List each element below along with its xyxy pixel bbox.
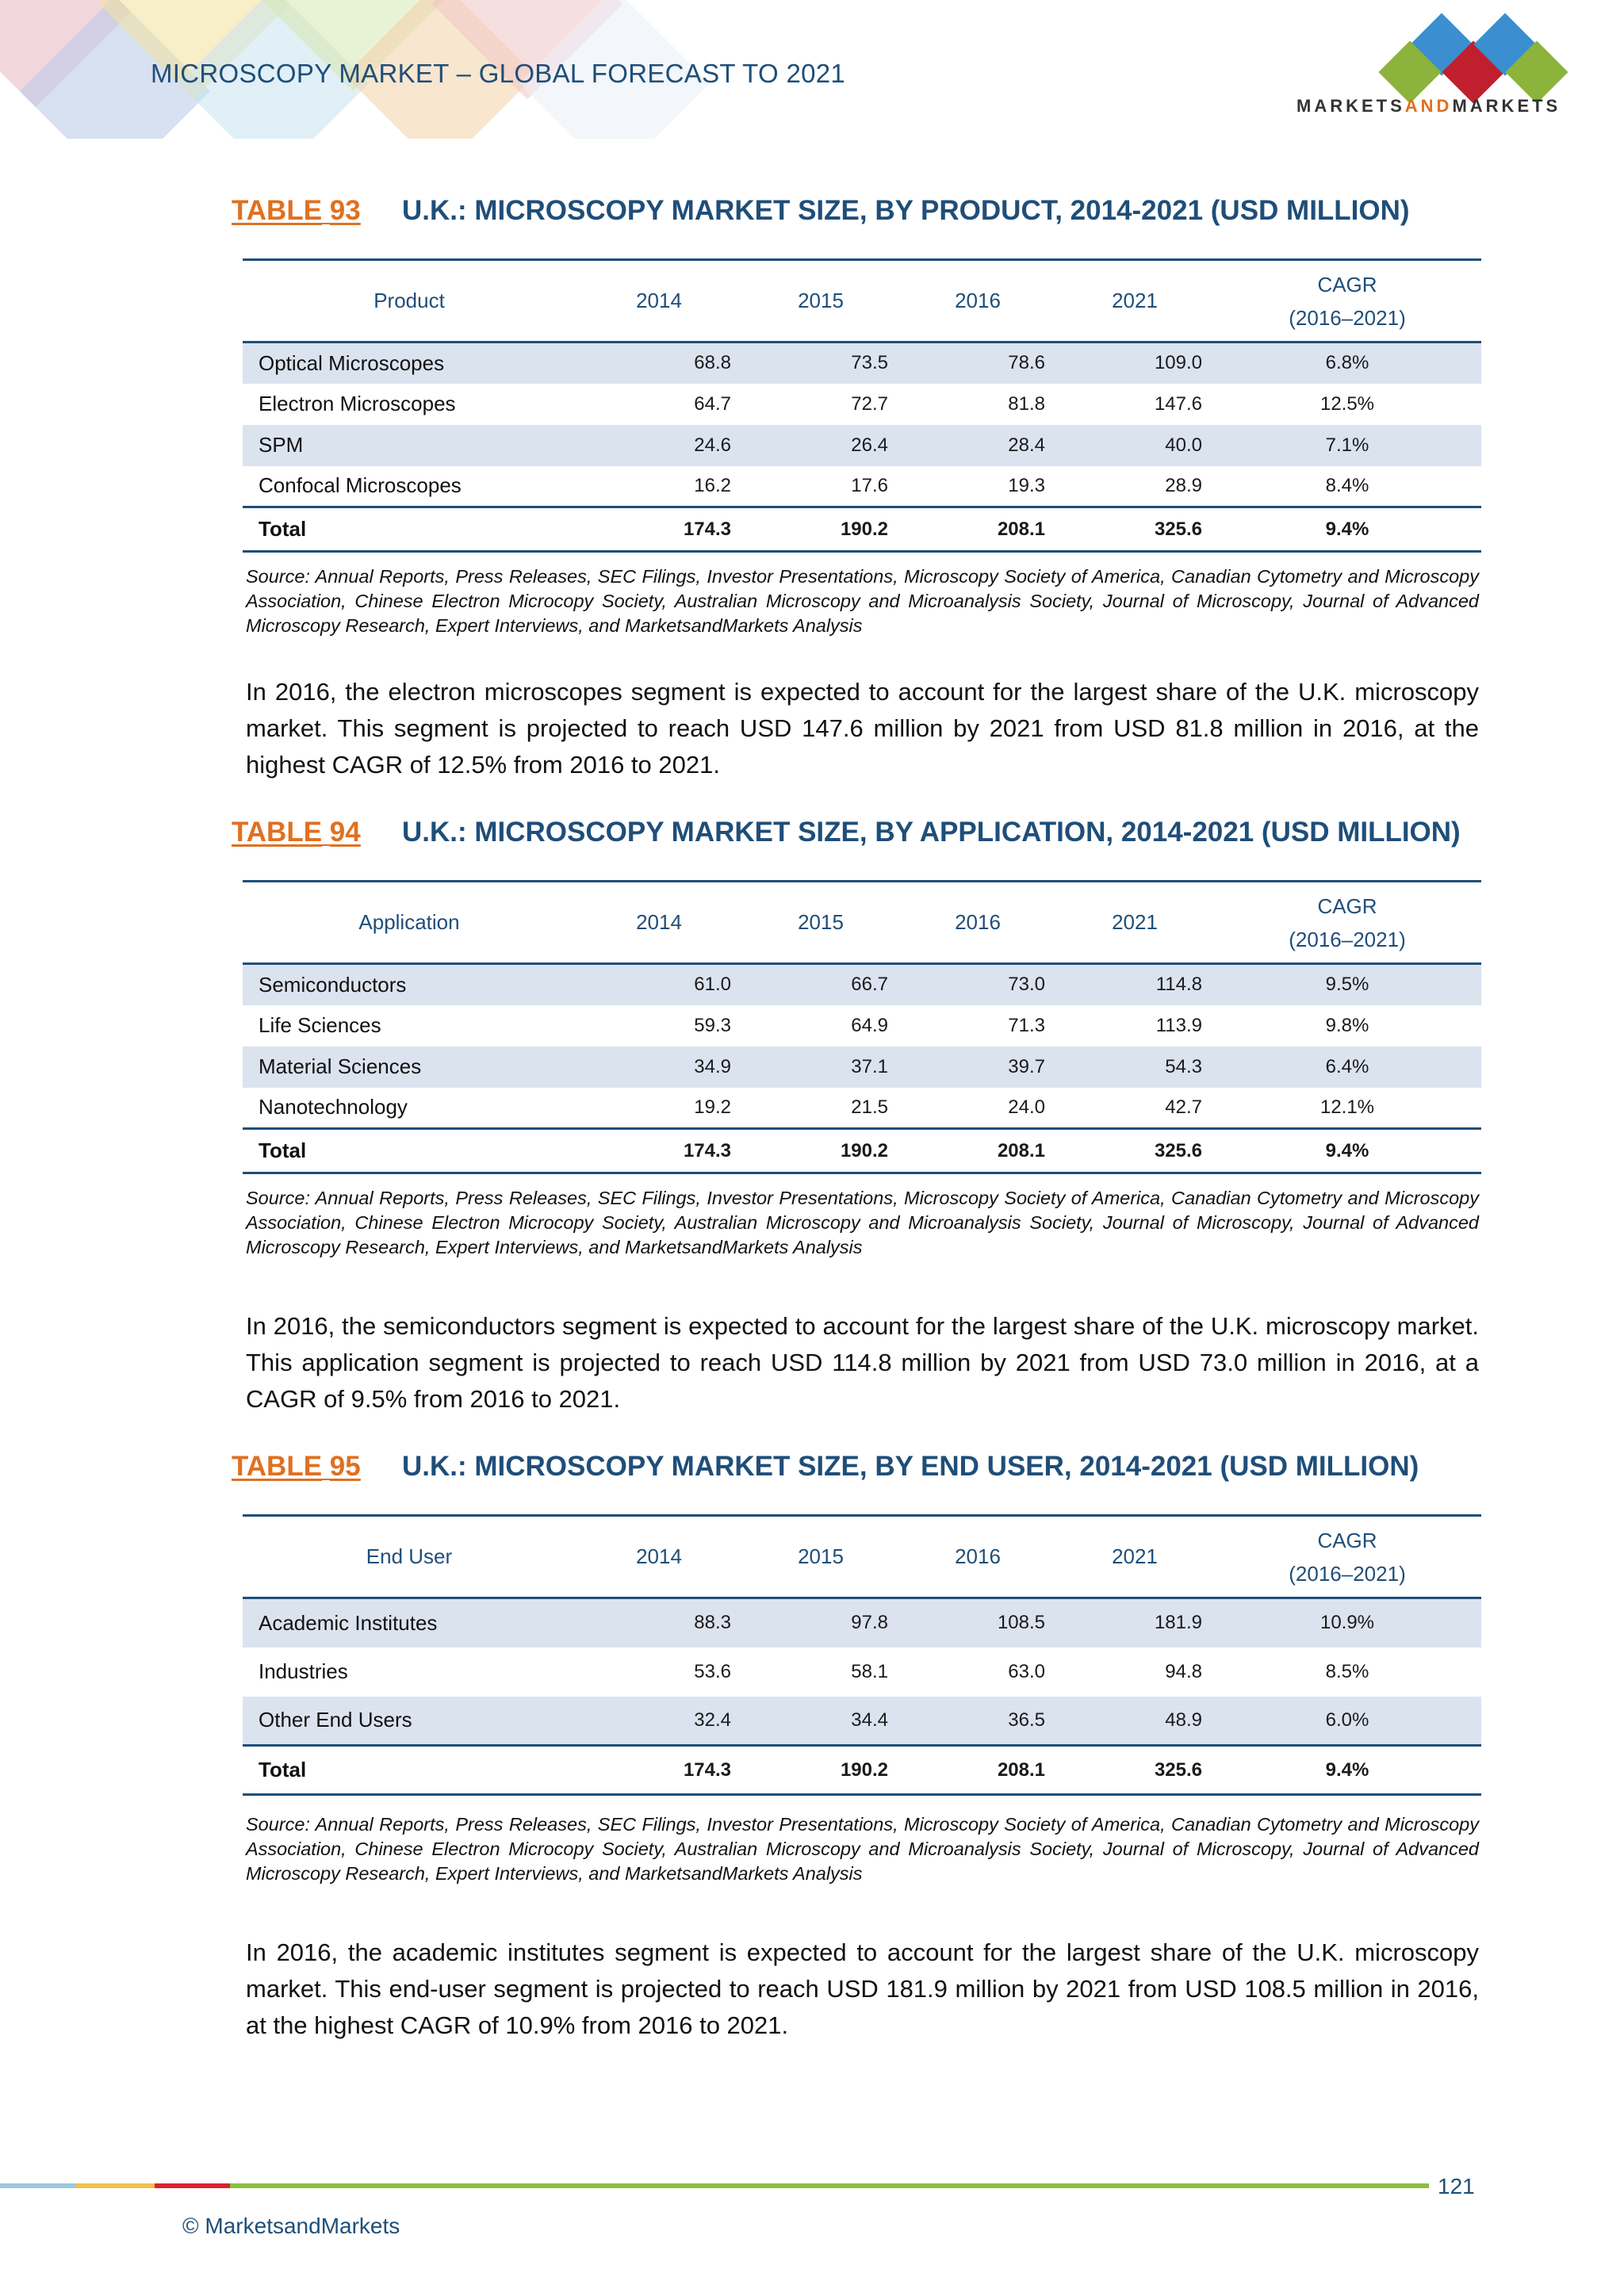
column-header-cagr: CAGR (2016–2021) — [1213, 1516, 1481, 1598]
footer-stripe-yellow — [75, 2183, 155, 2188]
table-94-heading — [232, 817, 1500, 848]
table-row — [243, 964, 1481, 1005]
table-row — [243, 425, 1481, 466]
table-94-number[interactable]: TABLE 94 — [232, 817, 361, 848]
table-header-row — [243, 260, 1481, 342]
cell: 66.7 — [742, 964, 899, 1005]
table-95-title: U.K.: MICROSCOPY MARKET SIZE, BY END USER, 2014-2021 (USD MILLION) — [402, 1451, 1419, 1482]
logo-wordmark: MARKETSANDMARKETS — [1297, 96, 1561, 116]
cell: 109.0 — [1056, 342, 1213, 384]
footer-stripe-green — [230, 2183, 1429, 2188]
cell: 58.1 — [851, 1660, 888, 1682]
table-93-heading — [232, 195, 1500, 227]
company-logo — [1293, 14, 1586, 117]
cell: 64.9 — [851, 1014, 888, 1036]
table-95-paragraph: In 2016, the academic institutes segment is expected to account for the largest share of the U.K. microscopy market. This end-user segment is projected to reach USD 181.9 million by 2021 from USD 108.5 million in 2016, at the highest CAGR of 10.9% from 2016 to 2021. — [246, 1938, 1479, 2039]
cell: 17.6 — [851, 474, 888, 496]
table-95-source: Source: Annual Reports, Press Releases, SEC Filings, Investor Presentations, Microscopy Society of America, Canadian Cytometry and Microscopy Association, Chinese Electron Microcopy Society, Australian Microscopy and Microanalysis Society, Journal of Microscopy, Journal of Advanced Microscopy Research, Expert Interviews, and MarketsandMarkets Analysis — [246, 1814, 1479, 1884]
table-header-row — [243, 882, 1481, 964]
cell: 190.2 — [742, 507, 899, 552]
table-row — [243, 1697, 1481, 1746]
cell: 181.9 — [1056, 1598, 1213, 1647]
cell: 34.9 — [576, 1047, 742, 1088]
cell: 37.1 — [742, 1047, 899, 1088]
cell: 68.8 — [576, 342, 742, 384]
row-label: Material Sciences — [243, 1047, 576, 1088]
cell: 54.3 — [1056, 1047, 1213, 1088]
cell: 59.3 — [694, 1014, 731, 1036]
cell: 97.8 — [742, 1598, 899, 1647]
table-row — [243, 1647, 1481, 1697]
column-header: 2015 — [742, 1516, 899, 1598]
cell: 94.8 — [1165, 1660, 1202, 1682]
table-93-title: U.K.: MICROSCOPY MARKET SIZE, BY PRODUCT, 2014-2021 (USD MILLION) — [402, 195, 1410, 226]
footer-stripe-red — [155, 2183, 230, 2188]
cell: 16.2 — [694, 474, 731, 496]
cell-cagr: 9.4% — [1213, 1129, 1481, 1173]
column-header: 2014 — [576, 260, 742, 342]
row-label: Electron Microscopes — [259, 392, 456, 415]
cell-cagr: 9.8% — [1325, 1014, 1369, 1036]
table-header-row — [243, 1516, 1481, 1598]
cell-cagr: 7.1% — [1213, 425, 1481, 466]
cell-cagr: 9.4% — [1213, 1746, 1481, 1795]
cell-cagr: 6.8% — [1213, 342, 1481, 384]
table-row — [243, 1005, 1481, 1047]
cell: 24.6 — [576, 425, 742, 466]
table-93-paragraph: In 2016, the electron microscopes segment is expected to account for the largest share of the U.K. microscopy market. This segment is projected to reach USD 147.6 million by 2021 from USD 81.8 million in 2016, at the highest CAGR of 12.5% from 2016 to 2021. — [246, 678, 1479, 779]
row-label: Optical Microscopes — [243, 342, 576, 384]
table-total-row — [243, 507, 1481, 552]
cell-cagr: 8.4% — [1325, 474, 1369, 496]
row-label: Total — [243, 1746, 576, 1795]
table-94-title: U.K.: MICROSCOPY MARKET SIZE, BY APPLICATION, 2014-2021 (USD MILLION) — [402, 817, 1461, 848]
cell: 325.6 — [1056, 507, 1213, 552]
cell: 78.6 — [899, 342, 1056, 384]
column-header: End User — [243, 1516, 576, 1598]
cell: 208.1 — [899, 1129, 1056, 1173]
table-row — [243, 1088, 1481, 1129]
table-95-number[interactable]: TABLE 95 — [232, 1451, 361, 1482]
cell-cagr: 6.4% — [1213, 1047, 1481, 1088]
cell: 325.6 — [1056, 1746, 1213, 1795]
cell: 174.3 — [576, 1129, 742, 1173]
table-93-number[interactable]: TABLE 93 — [232, 195, 361, 226]
cell: 42.7 — [1165, 1096, 1202, 1118]
cell: 61.0 — [576, 964, 742, 1005]
cell: 73.0 — [899, 964, 1056, 1005]
table-total-row — [243, 1746, 1481, 1795]
cell: 208.1 — [899, 1746, 1056, 1795]
cell: 113.9 — [1155, 1014, 1202, 1036]
cell: 21.5 — [851, 1096, 888, 1118]
table-row — [243, 342, 1481, 384]
column-header: 2015 — [742, 260, 899, 342]
cell: 190.2 — [742, 1129, 899, 1173]
column-header: 2014 — [576, 1516, 742, 1598]
cell: 28.4 — [899, 425, 1056, 466]
column-header: Application — [243, 882, 576, 964]
row-label: Confocal Microscopes — [259, 473, 462, 498]
table-94-source: Source: Annual Reports, Press Releases, SEC Filings, Investor Presentations, Microscopy Society of America, Canadian Cytometry and Microscopy Association, Chinese Electron Microcopy Society, Australian Microscopy and Microanalysis Society, Journal of Microscopy, Journal of Advanced Microscopy Research, Expert Interviews, and MarketsandMarkets Analysis — [246, 1188, 1479, 1257]
cell-cagr: 8.5% — [1325, 1660, 1369, 1682]
cell-cagr: 9.4% — [1213, 507, 1481, 552]
cell: 24.0 — [1008, 1096, 1045, 1118]
cell: 48.9 — [1056, 1697, 1213, 1746]
cell-cagr: 12.5% — [1320, 392, 1375, 415]
table-row — [243, 466, 1481, 507]
cell-cagr: 12.1% — [1320, 1096, 1375, 1118]
cell: 73.5 — [742, 342, 899, 384]
cell: 53.6 — [694, 1660, 731, 1682]
column-header-cagr: CAGR (2016–2021) — [1213, 882, 1481, 964]
cell: 39.7 — [899, 1047, 1056, 1088]
cell: 28.9 — [1165, 474, 1202, 496]
column-header: 2016 — [899, 1516, 1056, 1598]
cell: 174.3 — [576, 507, 742, 552]
row-label: Semiconductors — [243, 964, 576, 1005]
table-94 — [243, 880, 1481, 1174]
cell: 34.4 — [742, 1697, 899, 1746]
cell: 40.0 — [1056, 425, 1213, 466]
cell: 32.4 — [576, 1697, 742, 1746]
table-total-row — [243, 1129, 1481, 1173]
table-93 — [243, 258, 1481, 553]
column-header: 2015 — [742, 882, 899, 964]
cell: 174.3 — [576, 1746, 742, 1795]
cell: 147.6 — [1154, 392, 1202, 415]
cell: 36.5 — [899, 1697, 1056, 1746]
page-number: 121 — [1438, 2174, 1475, 2198]
table-row — [243, 1598, 1481, 1647]
table-94-paragraph: In 2016, the semiconductors segment is expected to account for the largest share of the U.K. microscopy market. This application segment is projected to reach USD 114.8 million by 2021 from USD 73.0 million in 2016, at a CAGR of 9.5% from 2016 to 2021. — [246, 1312, 1479, 1413]
row-label: Nanotechnology — [259, 1095, 408, 1119]
row-label: Total — [243, 1129, 576, 1173]
column-header: 2021 — [1056, 260, 1213, 342]
cell: 64.7 — [694, 392, 731, 415]
row-label: SPM — [243, 425, 576, 466]
copyright: © MarketsandMarkets — [182, 2214, 400, 2238]
cell: 63.0 — [1008, 1660, 1045, 1682]
cell: 208.1 — [899, 507, 1056, 552]
column-header: 2021 — [1056, 1516, 1213, 1598]
cell: 190.2 — [742, 1746, 899, 1795]
table-row — [243, 1047, 1481, 1088]
table-93-source: Source: Annual Reports, Press Releases, SEC Filings, Investor Presentations, Microscopy Society of America, Canadian Cytometry and Microscopy Association, Chinese Electron Microcopy Society, Australian Microscopy and Microanalysis Society, Journal of Microscopy, Journal of Advanced Microscopy Research, Expert Interviews, and MarketsandMarkets Analysis — [246, 566, 1479, 636]
row-label: Life Sciences — [259, 1013, 381, 1037]
row-label: Total — [243, 507, 576, 552]
cell-cagr: 6.0% — [1213, 1697, 1481, 1746]
cell: 88.3 — [576, 1598, 742, 1647]
cell: 71.3 — [1008, 1014, 1045, 1036]
cell: 108.5 — [899, 1598, 1056, 1647]
table-95 — [243, 1514, 1481, 1796]
header-title: MICROSCOPY MARKET – GLOBAL FORECAST TO 2021 — [151, 59, 846, 88]
row-label: Other End Users — [243, 1697, 576, 1746]
column-header: Product — [243, 260, 576, 342]
cell: 81.8 — [1008, 392, 1045, 415]
cell: 19.3 — [1008, 474, 1045, 496]
row-label: Industries — [259, 1659, 348, 1683]
table-95-heading — [232, 1451, 1500, 1483]
cell: 19.2 — [694, 1096, 731, 1118]
cell: 26.4 — [742, 425, 899, 466]
cell: 114.8 — [1056, 964, 1213, 1005]
cell-cagr: 10.9% — [1213, 1598, 1481, 1647]
column-header: 2021 — [1056, 882, 1213, 964]
table-row — [243, 384, 1481, 425]
footer-stripe-blue — [0, 2183, 75, 2188]
cell-cagr: 9.5% — [1213, 964, 1481, 1005]
column-header-cagr: CAGR (2016–2021) — [1213, 260, 1481, 342]
row-label: Academic Institutes — [243, 1598, 576, 1647]
cell: 72.7 — [851, 392, 888, 415]
cell: 325.6 — [1056, 1129, 1213, 1173]
column-header: 2016 — [899, 882, 1056, 964]
column-header: 2016 — [899, 260, 1056, 342]
column-header: 2014 — [576, 882, 742, 964]
